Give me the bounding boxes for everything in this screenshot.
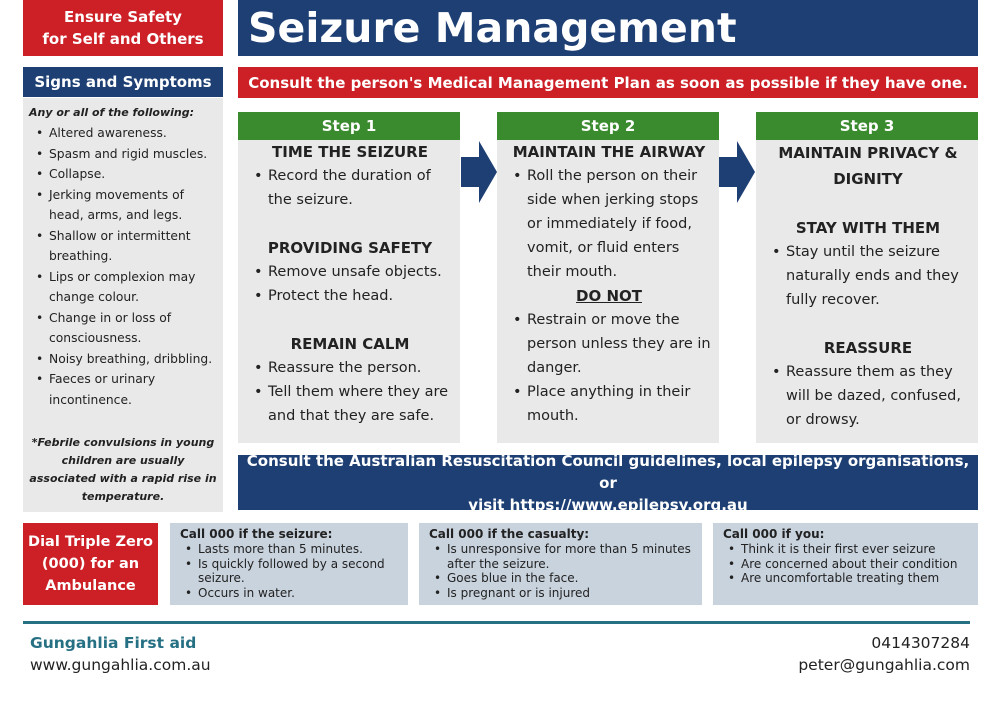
step-2-list xyxy=(505,164,713,284)
step-1-card xyxy=(238,112,460,443)
step-1-section-title: PROVIDING SAFETY xyxy=(267,239,433,257)
step-3-section-title: REASSURE xyxy=(823,339,913,357)
call-box-casualty xyxy=(419,523,702,605)
footer-divider xyxy=(23,621,970,624)
sign-item: • Spasm and rigid muscles. xyxy=(29,144,217,165)
febrile-note: *Febrile convulsions in young children are usually associated with a rapid rise in temperature. xyxy=(29,436,217,503)
step-2-list xyxy=(505,308,713,428)
step-2-card xyxy=(497,112,719,443)
call-box-list xyxy=(429,542,696,600)
step-3-section-title: STAY WITH THEM xyxy=(795,219,941,237)
ensure-safety-line-1: Ensure Safety xyxy=(64,8,182,26)
sign-item: • Faeces or urinary incontinence. xyxy=(29,369,217,410)
ensure-safety-line-2: for Self and Others xyxy=(42,30,204,48)
signs-header xyxy=(23,67,223,97)
footer-website: www.gungahlia.com.au xyxy=(30,656,211,674)
step-item: • Place anything in their mouth. xyxy=(505,380,713,428)
guidelines-line-1: Consult the Australian Resuscitation Council guidelines, local epilepsy organisations, or xyxy=(246,451,970,492)
page-title-bar xyxy=(238,0,978,56)
call-box-you xyxy=(713,523,978,605)
call-item: • Are uncomfortable treating them xyxy=(723,571,972,586)
call-box-list xyxy=(723,542,972,586)
dial-triple-zero-box xyxy=(23,523,158,605)
signs-header-label: Signs and Symptoms xyxy=(34,73,212,91)
dial-line-2: (000) for an xyxy=(41,556,140,572)
step-item: • Reassure the person. xyxy=(246,356,454,380)
step-item: • Tell them where they are and that they are safe. xyxy=(246,380,454,428)
consult-plan-text: Consult the person's Medical Management Plan as soon as possible if they have one. xyxy=(248,73,968,92)
footer-phone: 0414307284 xyxy=(871,634,970,652)
step-1-header: Step 1 xyxy=(238,112,460,140)
signs-panel xyxy=(23,98,223,512)
call-item: • Is pregnant or is injured xyxy=(429,586,696,601)
call-box-title: Call 000 if the seizure: xyxy=(180,527,333,541)
step-3-card xyxy=(756,112,978,443)
footer-org-name: Gungahlia First aid xyxy=(30,634,197,652)
step-1-section-title: REMAIN CALM xyxy=(290,335,410,353)
step-2-section-title: DO NOT xyxy=(576,287,642,305)
step-item: • Protect the head. xyxy=(246,284,454,308)
sign-item: • Jerking movements of head, arms, and legs. xyxy=(29,185,217,226)
step-1-section-title: TIME THE SEIZURE xyxy=(272,143,428,161)
step-3-list xyxy=(764,360,972,432)
arrow-right-icon xyxy=(719,141,755,203)
sign-item: • Lips or complexion may change colour. xyxy=(29,267,217,308)
step-3-body xyxy=(756,140,978,443)
ensure-safety-banner xyxy=(23,0,223,56)
dial-line-1: Dial Triple Zero xyxy=(28,534,153,550)
sign-item: • Change in or loss of consciousness. xyxy=(29,308,217,349)
call-item: • Occurs in water. xyxy=(180,586,402,601)
signs-list xyxy=(29,123,217,410)
call-box-title: Call 000 if you: xyxy=(723,527,825,541)
guidelines-banner xyxy=(238,451,978,514)
step-item: • Stay until the seizure naturally ends and they fully recover. xyxy=(764,240,972,312)
call-item: • Is unresponsive for more than 5 minutes after the seizure. xyxy=(429,542,696,571)
sign-item: • Shallow or intermittent breathing. xyxy=(29,226,217,267)
consult-plan-banner xyxy=(238,67,978,98)
step-item: • Restrain or move the person unless they are in danger. xyxy=(505,308,713,380)
step-2-header: Step 2 xyxy=(497,112,719,140)
call-item: • Are concerned about their condition xyxy=(723,557,972,572)
step-item: • Roll the person on their side when jerking stops or immediately if food, vomit, or fluid enters their mouth. xyxy=(505,164,713,284)
arrow-right-icon xyxy=(461,141,497,203)
sign-item: • Altered awareness. xyxy=(29,123,217,144)
step-3-header: Step 3 xyxy=(756,112,978,140)
call-item: • Goes blue in the face. xyxy=(429,571,696,586)
step-2-body xyxy=(497,140,719,443)
dial-line-3: Ambulance xyxy=(45,578,136,594)
call-item: • Lasts more than 5 minutes. xyxy=(180,542,402,557)
step-item: • Reassure them as they will be dazed, confused, or drowsy. xyxy=(764,360,972,432)
call-box-seizure xyxy=(170,523,408,605)
step-1-list xyxy=(246,356,454,428)
step-1-body xyxy=(238,140,460,443)
call-item: • Think it is their first ever seizure xyxy=(723,542,972,557)
call-box-title: Call 000 if the casualty: xyxy=(429,527,590,541)
step-1-list xyxy=(246,260,454,308)
call-item: • Is quickly followed by a second seizure. xyxy=(180,557,402,586)
guidelines-line-2: visit https://www.epilepsy.org.au xyxy=(468,495,748,514)
step-3-section-title: MAINTAIN PRIVACY & DIGNITY xyxy=(778,144,958,188)
sign-item: • Noisy breathing, dribbling. xyxy=(29,349,217,370)
step-3-list xyxy=(764,240,972,312)
step-2-section-title: MAINTAIN THE AIRWAY xyxy=(512,143,706,161)
call-box-list xyxy=(180,542,402,600)
page-title: Seizure Management xyxy=(248,4,737,52)
step-1-list xyxy=(246,164,454,212)
step-item: • Record the duration of the seizure. xyxy=(246,164,454,212)
sign-item: • Collapse. xyxy=(29,164,217,185)
step-item: • Remove unsafe objects. xyxy=(246,260,454,284)
signs-intro: Any or all of the following: xyxy=(29,106,194,119)
footer-email: peter@gungahlia.com xyxy=(798,656,970,674)
